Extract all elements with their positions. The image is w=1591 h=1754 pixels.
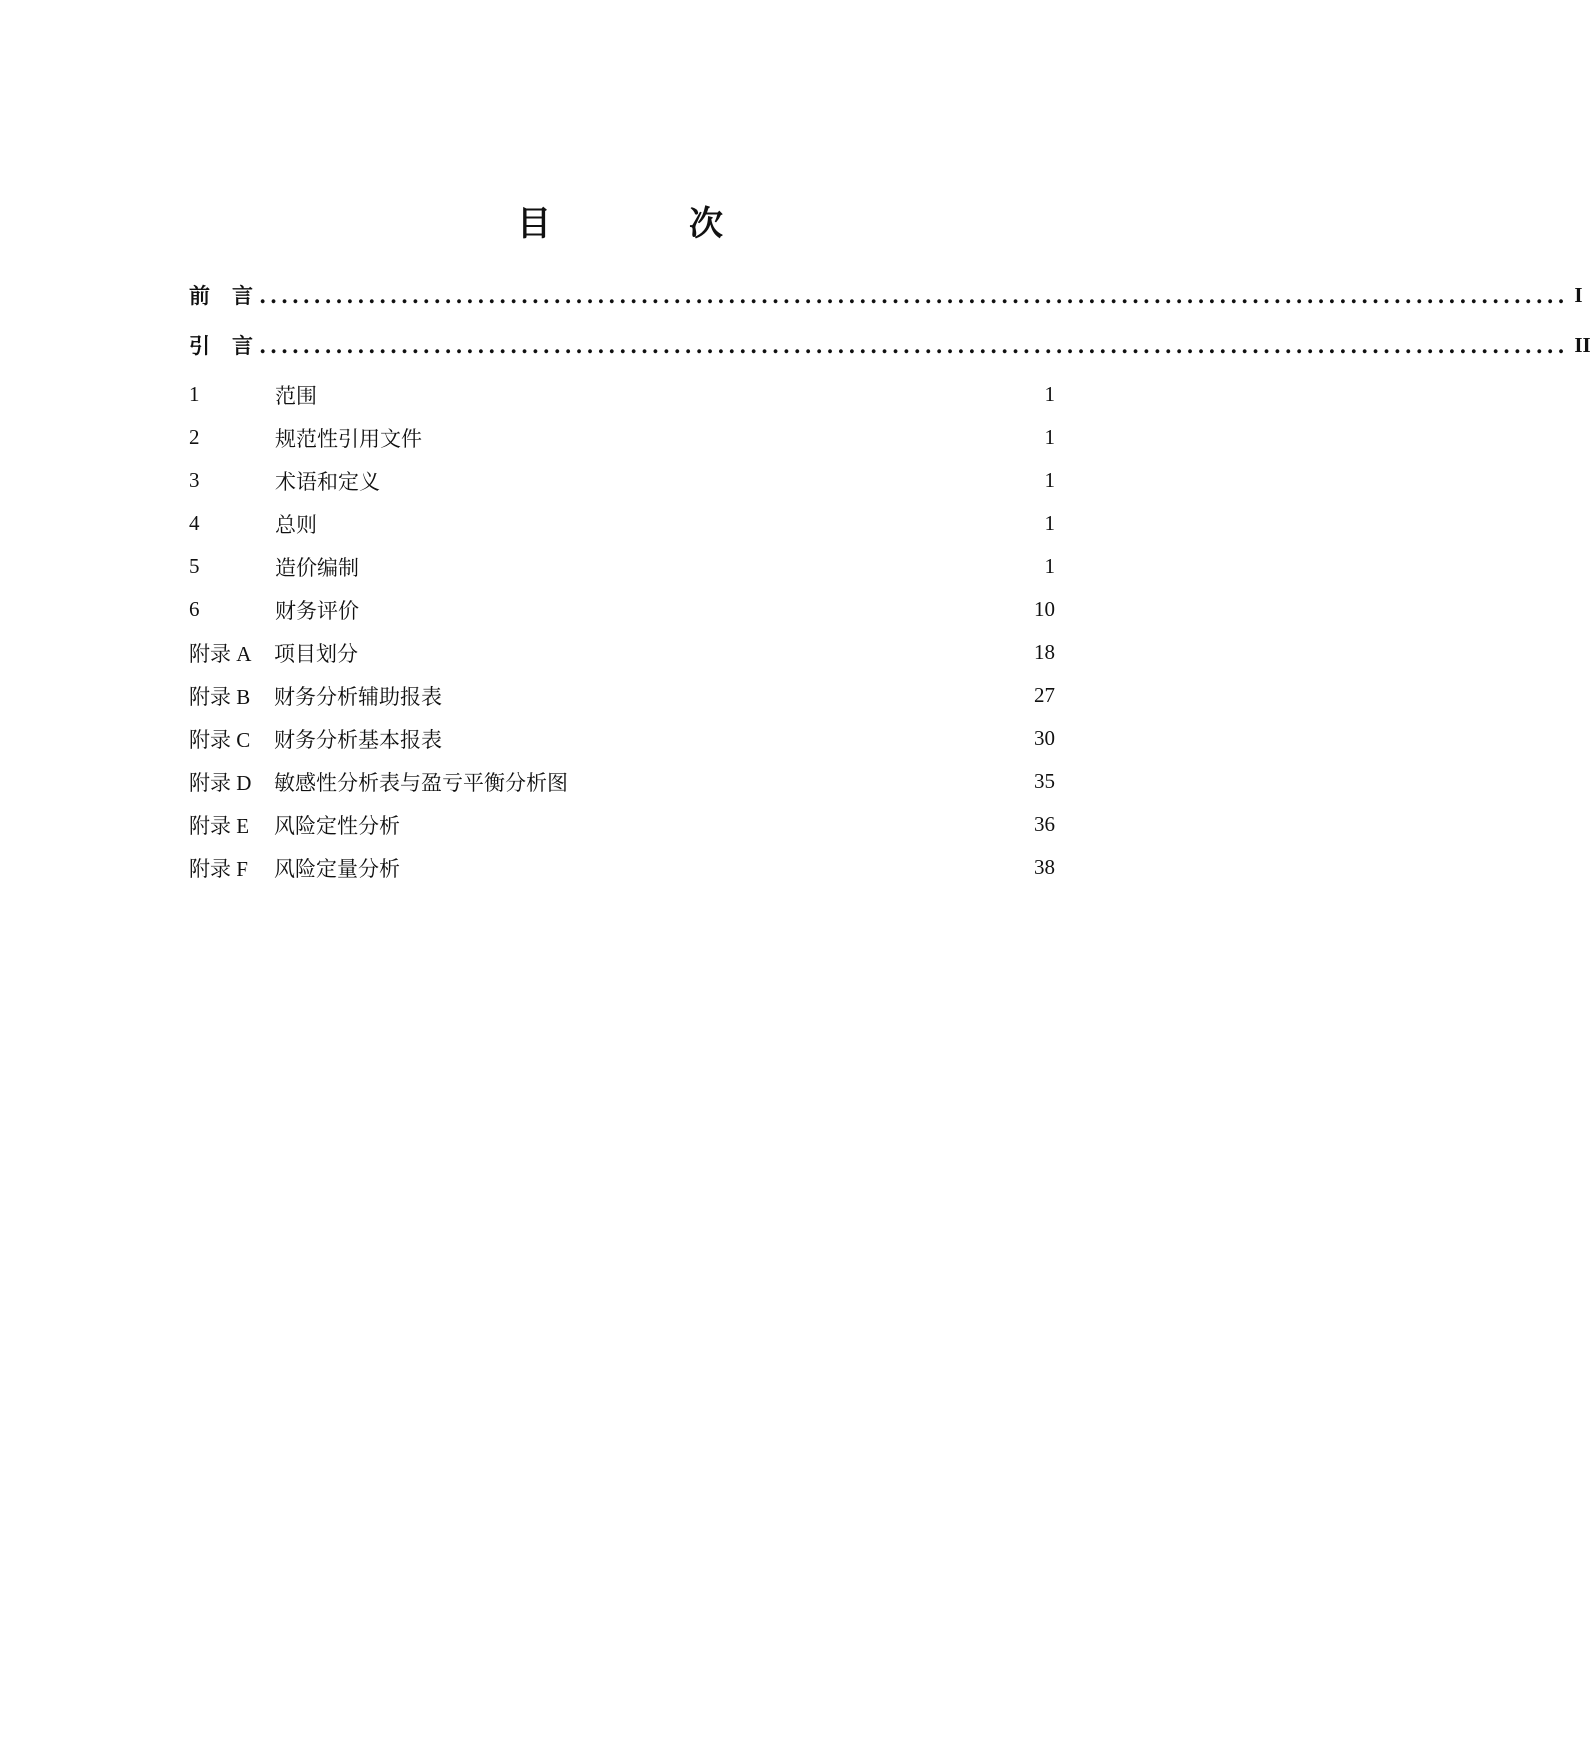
toc-appendix-entry[interactable] — [189, 803, 1055, 846]
toc-entry-text: 风险定性分析 — [274, 813, 400, 838]
toc-entry-number: 5 — [189, 554, 200, 578]
toc-entry[interactable] — [189, 545, 1055, 588]
toc-entry-page: II — [1574, 332, 1591, 357]
toc-entry-text: 总则 — [275, 512, 317, 537]
toc-entry-text: 财务分析辅助报表 — [274, 684, 442, 709]
toc-entry[interactable] — [189, 416, 1055, 459]
toc-entry-page: I — [1574, 282, 1583, 307]
toc-entry-page: 1 — [1044, 382, 1055, 406]
toc-appendix-entry[interactable] — [189, 717, 1055, 760]
toc-entry-page: 1 — [1044, 425, 1055, 449]
toc-entry-text: 风险定量分析 — [274, 856, 400, 881]
toc-entry-number: 4 — [189, 511, 200, 535]
toc-entry-number: 3 — [189, 468, 200, 492]
toc-entry-page: 18 — [1034, 640, 1055, 664]
toc-entry-introduction[interactable] — [189, 320, 1591, 370]
toc-entry-text: 规范性引用文件 — [275, 426, 422, 451]
toc-entry-number: 附录 E — [189, 813, 250, 838]
toc-entry-page: 30 — [1034, 726, 1055, 750]
toc-entry-number: 2 — [189, 425, 200, 449]
toc-entry-page: 1 — [1044, 468, 1055, 492]
toc-entry-page: 36 — [1034, 812, 1055, 836]
toc-entry-foreword[interactable] — [189, 270, 1583, 320]
toc-entry-text: 敏感性分析表与盈亏平衡分析图 — [274, 770, 568, 795]
toc-entry-text: 财务分析基本报表 — [274, 727, 442, 752]
toc-entry-page: 27 — [1034, 683, 1055, 707]
toc-entry-number: 附录 D — [189, 770, 252, 795]
toc-entry[interactable] — [189, 502, 1055, 545]
toc-entry-page: 1 — [1044, 554, 1055, 578]
toc-appendix-entry[interactable] — [189, 674, 1055, 717]
toc-leader-dots: ........................................................................................................................ — [259, 282, 1569, 308]
toc-entry-number: 附录 A — [189, 641, 252, 666]
toc-entry-number: 附录 F — [189, 856, 248, 881]
toc-entry-number: 1 — [189, 382, 200, 406]
toc-entry-page: 35 — [1034, 769, 1055, 793]
page-title: 目 次 — [517, 204, 775, 244]
toc-entry-number: 6 — [189, 597, 200, 621]
toc-appendix-entry[interactable] — [189, 760, 1055, 803]
toc-entry-page: 10 — [1034, 597, 1055, 621]
toc-entry[interactable] — [189, 588, 1055, 631]
toc-entry-label: 引言 — [189, 333, 275, 358]
toc-entry[interactable] — [189, 459, 1055, 502]
toc-entry-text: 造价编制 — [275, 555, 359, 580]
toc-leader-dots: ........................................................................................................................ — [259, 332, 1569, 358]
toc-entry-text: 项目划分 — [274, 641, 358, 666]
toc-entry-number: 附录 C — [189, 727, 251, 752]
toc-appendix-entry[interactable] — [189, 631, 1055, 674]
toc-entry-text: 财务评价 — [275, 598, 359, 623]
toc-entry[interactable] — [189, 373, 1055, 416]
toc-entry-label: 前言 — [189, 283, 275, 308]
toc-entry-text: 术语和定义 — [275, 469, 380, 494]
toc-entry-page: 38 — [1034, 855, 1055, 879]
toc-entry-number: 附录 B — [189, 684, 251, 709]
toc-entry-page: 1 — [1044, 511, 1055, 535]
table-of-contents — [189, 270, 1591, 889]
toc-entry-text: 范围 — [275, 383, 317, 408]
toc-appendix-entry[interactable] — [189, 846, 1055, 889]
toc-entry-list — [189, 373, 1055, 889]
